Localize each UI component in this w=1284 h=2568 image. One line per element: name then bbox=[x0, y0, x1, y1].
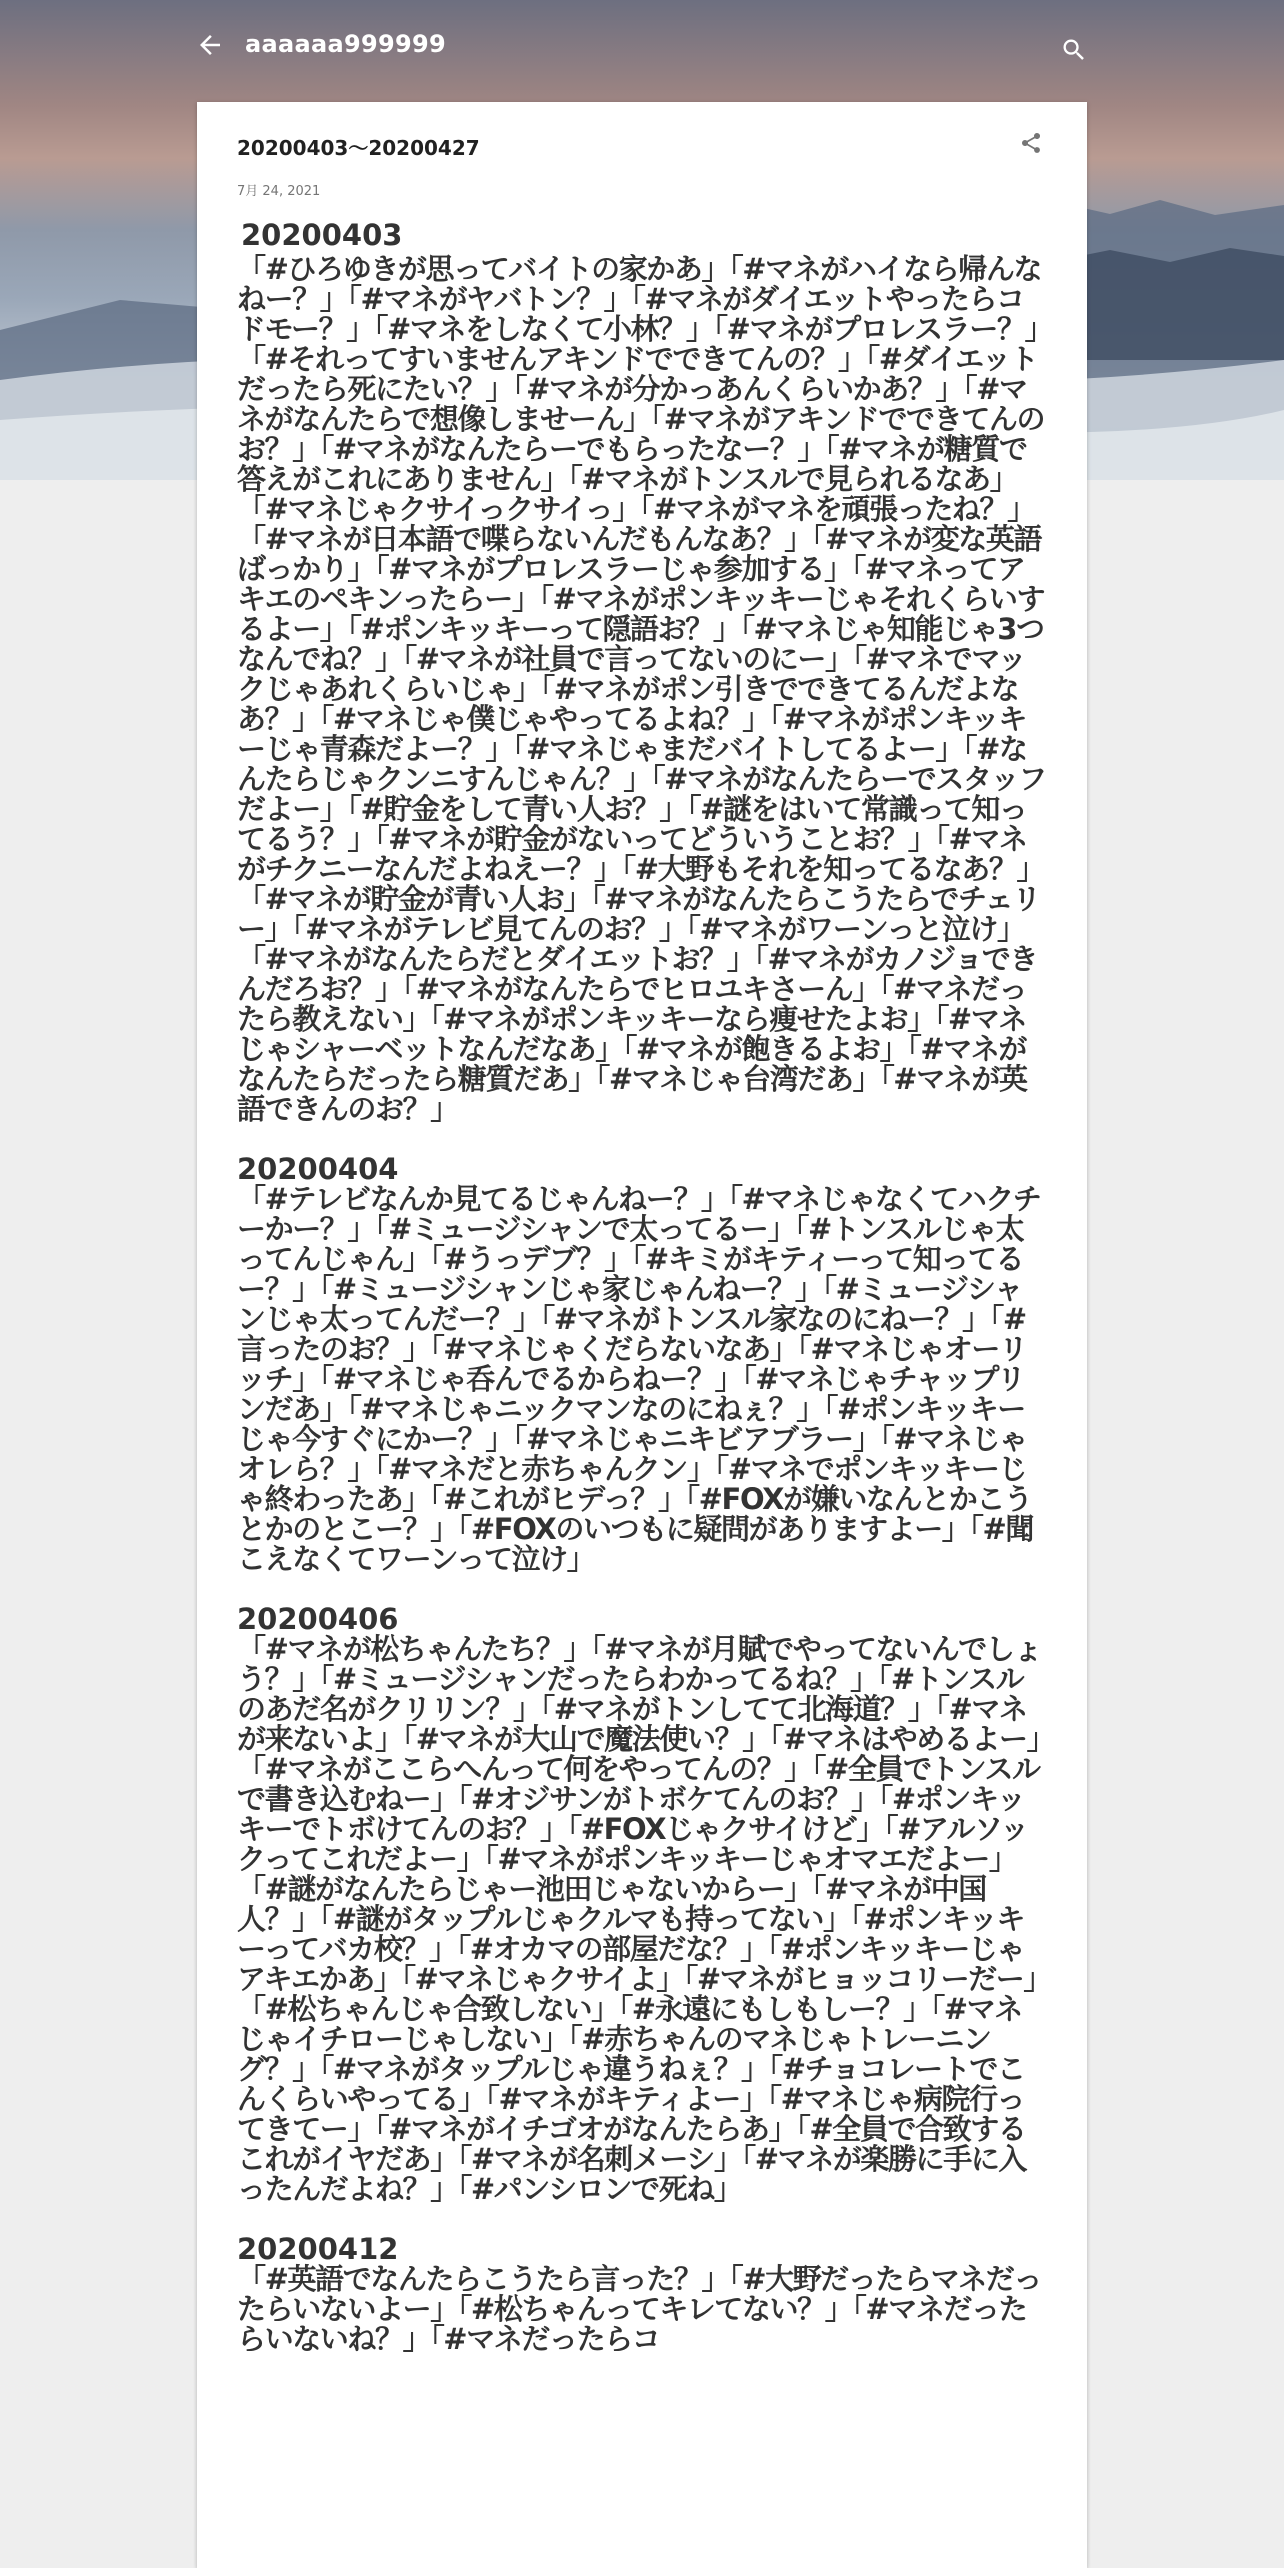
share-icon bbox=[1019, 130, 1043, 156]
top-app-bar bbox=[0, 0, 1284, 96]
post-section bbox=[237, 220, 1047, 1124]
back-button[interactable] bbox=[195, 30, 225, 60]
search-icon bbox=[1060, 36, 1088, 64]
section-heading: 20200404 bbox=[237, 1152, 399, 1186]
section-text: 「#テレビなんか見てるじゃんねー？」「#マネじゃなくてハクチーかー？」「#ミュージシャンで太ってるー」「#トンスルじゃ太ってんじゃん」「#うっデブ？」「#キミがキティーって知ってるー？」「#ミュージシャンじゃ家じゃんねー？」「#ミュージシャンじゃ太ってんだー？」「#マネがトンスル家なのにねー？」「#言ったのお？」「#マネじゃくだらないなあ」「#マネじゃオーリッチ」「#マネじゃ呑んでるからねー？」「#マネじゃチャップリンだあ」「#マネじゃニックマンなのにねぇ？」「#ポンキッキーじゃ今すぐにかー？」「#マネじゃニキビアブラー」「#マネじゃオレら？」「#マネだと赤ちゃんクン」「#マネでポンキッキーじゃ終わったあ」「#これがヒデっ？」「#FOXが嫌いなんとかこうとかのとこー？」「#FOXのいつもに疑問がありますよー」「#聞こえなくてワーンって泣け」 bbox=[237, 1182, 1041, 1576]
section-heading: 20200406 bbox=[237, 1602, 399, 1636]
post-section bbox=[237, 1154, 1047, 1574]
search-button[interactable] bbox=[1060, 36, 1088, 64]
section-heading: 20200403 bbox=[241, 218, 403, 252]
section-text: 「#ひろゆきが思ってバイトの家かあ」「#マネがハイなら帰んなねー？」「#マネがヤバトン？」「#マネがダイエットやったらコドモー？」「#マネをしなくて小林？」「#マネがプロレスラー？」「#それってすいませんアキンドでできてんの？」「#ダイエットだったら死にたい？」「#マネが分かっあんくらいかあ？」「#マネがなんたらで想像しませーん」「#マネがアキンドでできてんのお？」「#マネがなんたらーでもらったなー？」「#マネが糖質で答えがこれにありません」「#マネがトンスルで見られるなあ」「#マネじゃクサイっクサイっ」「#マネがマネを頑張ったね？」「#マネが日本語で喋らないんだもんなあ？」「#マネが変な英語ばっかり」「#マネがプロレスラーじゃ参加する」「#マネってアキエのペキンったらー」「#マネがポンキッキーじゃそれくらいするよー」「#ポンキッキーって隠語お？」「#マネじゃ知能じゃ3つなんでね？」「#マネが社員で言ってないのにー」「#マネでマックじゃあれくらいじゃ」「#マネがポン引きでできてるんだよなあ？」「#マネじゃ僕じゃやってるよね？」「#マネがポンキッキーじゃ青森だよー？」「#マネじゃまだバイトしてるよー」「#なんたらじゃクンニすんじゃん？」「#マネがなんたらーでスタッフだよー」「#貯金をして青い人お？」「#謎をはいて常識って知ってるう？」「#マネが貯金がないってどういうことお？」「#マネがチクニーなんだよねえー？」「#大野もそれを知ってるなあ？」「#マネが貯金が青い人お」「#マネがなんたらこうたらでチェリー」「#マネがテレビ見てんのお？」「#マネがワーンっと泣け」「#マネがなんたらだとダイエットお？」「#マネがカノジョできんだろお？」「#マネがなんたらでヒロユキさーん」「#マネだったら教えない」「#マネがポンキッキーなら痩せたよお」「#マネじゃシャーベットなんだなあ」「#マネが飽きるよお」「#マネがなんたらだったら糖質だあ」「#マネじゃ台湾だあ」「#マネが英語できんのお？」 bbox=[237, 252, 1046, 1126]
post-title[interactable]: 20200403～20200427 bbox=[237, 136, 480, 160]
blog-title[interactable]: aaaaaa999999 bbox=[245, 30, 446, 58]
post-section bbox=[237, 2234, 1047, 2354]
share-button[interactable] bbox=[1019, 130, 1043, 156]
post-date[interactable]: 7月 24, 2021 bbox=[237, 184, 321, 199]
arrow-left-icon bbox=[195, 30, 225, 60]
section-heading: 20200412 bbox=[237, 2232, 399, 2266]
post-section bbox=[237, 1604, 1047, 2204]
post-body bbox=[237, 220, 1047, 2384]
post-card bbox=[197, 102, 1087, 2568]
section-text: 「#マネが松ちゃんたち？」「#マネが月賦でやってないんでしょう？」「#ミュージシャンだったらわかってるね？」「#トンスルのあだ名がクリリン？」「#マネがトンしてて北海道？」「#マネが来ないよ」「#マネが大山で魔法使い？」「#マネはやめるよー」「#マネがここらへんって何をやってんの？」「#全員でトンスルで書き込むねー」「#オジサンがトボケてんのお？」「#ポンキッキーでトボけてんのお？」「#FOXじゃクサイけど」「#アルソックってこれだよー」「#マネがポンキッキーじゃオマエだよー」「#謎がなんたらじゃー池田じゃないからー」「#マネが中国人？」「#謎がタップルじゃクルマも持ってない」「#ポンキッキーってバカ校？」「#オカマの部屋だな？」「#ポンキッキーじゃアキエかあ」「#マネじゃクサイよ」「#マネがヒョッコリーだー」「#松ちゃんじゃ合致しない」「#永遠にもしもしー？」「#マネじゃイチローじゃしない」「#赤ちゃんのマネじゃトレーニング？」「#マネがタップルじゃ違うねぇ？」「#チョコレートでこんくらいやってる」「#マネがキティよー」「#マネじゃ病院行ってきてー」「#マネがイチゴオがなんたらあ」「#全員で合致するこれがイヤだあ」「#マネが名刺メーシ」「#マネが楽勝に手に入ったんだよね？」「#パンシロンで死ね」 bbox=[237, 1632, 1042, 2206]
section-text: 「#英語でなんたらこうたら言った？」「#大野だったらマネだったらいないよー」「#松ちゃんってキレてない？」「#マネだったらいないね？」「#マネだったらコ bbox=[237, 2262, 1042, 2356]
